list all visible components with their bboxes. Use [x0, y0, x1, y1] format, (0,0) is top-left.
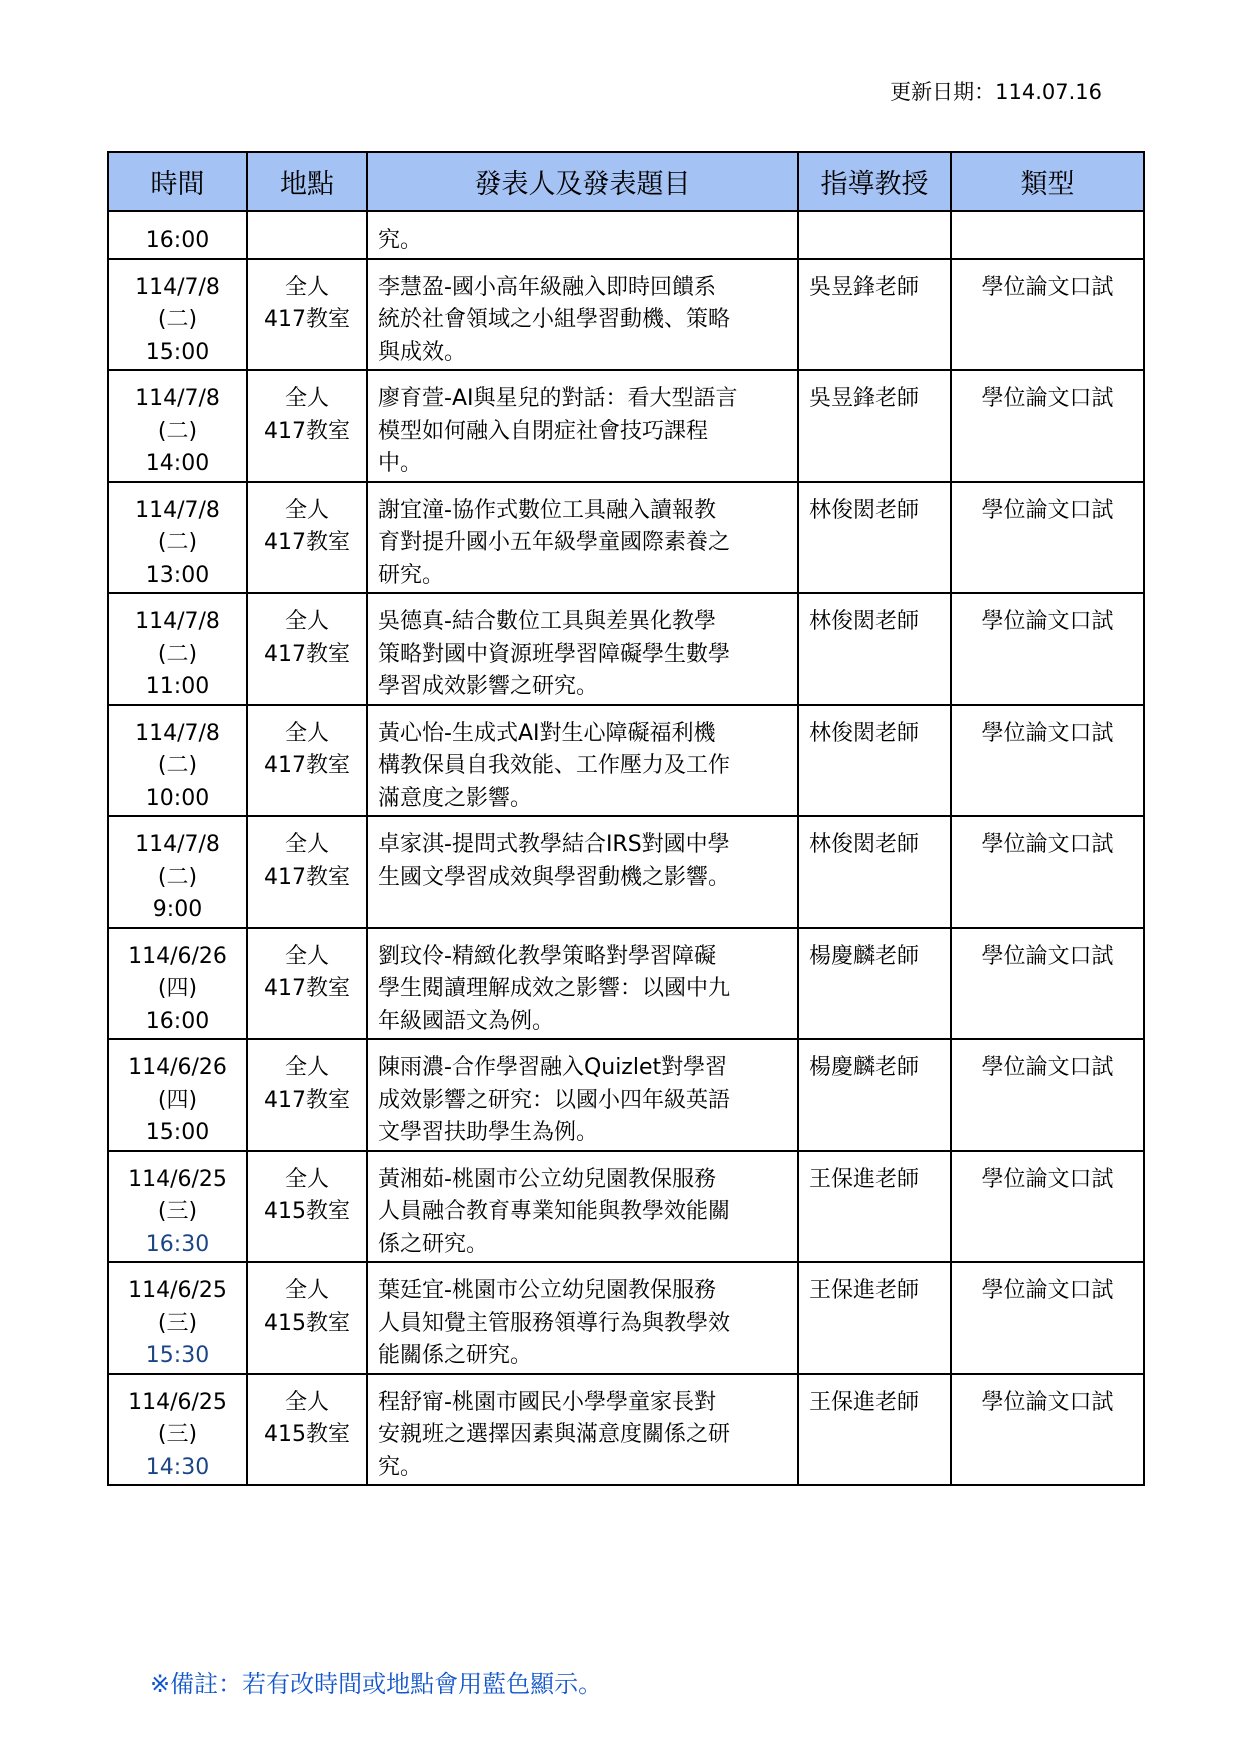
- table-row: [108, 1374, 1144, 1486]
- place-building: 全人: [284, 1166, 329, 1192]
- time-text: 13:00: [145, 562, 210, 588]
- cell-type: 學位論文口試: [951, 259, 1144, 371]
- date-text: 114/6/25: [128, 1166, 227, 1192]
- title-line: 策略對國中資源班學習障礙學生數學: [378, 641, 731, 667]
- time-text: 14:00: [145, 451, 210, 476]
- header-advisor: 指導教授: [798, 152, 951, 211]
- title-line: 與成效。: [378, 339, 467, 365]
- cell-place: [247, 928, 367, 1040]
- place-building: 全人: [284, 943, 329, 969]
- table-row: [108, 370, 1144, 482]
- table-row: [108, 482, 1144, 594]
- cell-advisor: [798, 211, 951, 259]
- time-text: 9:00: [152, 897, 203, 922]
- cell-type: 學位論文口試: [951, 816, 1144, 928]
- cell-advisor: 林俊閎老師: [798, 593, 951, 705]
- time-text: 14:30: [145, 1454, 210, 1480]
- weekday-text: (二): [157, 753, 198, 778]
- cell-time: [108, 593, 247, 705]
- date-text: 114/6/26: [128, 943, 227, 969]
- title-line: 黃心怡-生成式AI對生心障礙福利機: [378, 720, 716, 746]
- title-line: 卓家淇-提問式教學結合IRS對國中學: [378, 832, 730, 857]
- title-line: 吳德真-結合數位工具與差異化教學: [378, 609, 716, 634]
- cell-title: [367, 370, 798, 482]
- title-line: 劉玟伶-精緻化教學策略對學習障礙: [378, 943, 716, 969]
- place-building: 全人: [284, 609, 329, 634]
- cell-type: 學位論文口試: [951, 1262, 1144, 1374]
- place-room: 417教室: [264, 753, 350, 778]
- title-line: 年級國語文為例。: [378, 1008, 555, 1034]
- cell-time: [108, 816, 247, 928]
- cell-type: 學位論文口試: [951, 370, 1144, 482]
- time-text: 15:00: [145, 1120, 210, 1145]
- place-building: 全人: [284, 386, 329, 411]
- cell-time: [108, 705, 247, 817]
- title-line: 構教保員自我效能、工作壓力及工作: [378, 753, 731, 778]
- cell-place: [247, 1151, 367, 1263]
- cell-advisor: 楊慶麟老師: [798, 1039, 951, 1151]
- title-line: 滿意度之影響。: [378, 785, 533, 811]
- title-line: 能關係之研究。: [378, 1343, 533, 1368]
- cell-title: [367, 1151, 798, 1263]
- cell-place: [247, 1262, 367, 1374]
- table-row: [108, 705, 1144, 817]
- table-row: [108, 928, 1144, 1040]
- cell-time: [108, 259, 247, 371]
- cell-title: [367, 259, 798, 371]
- weekday-text: (三): [157, 1310, 198, 1336]
- place-building: 全人: [284, 274, 329, 300]
- cell-time: [108, 1262, 247, 1374]
- cell-time: [108, 928, 247, 1040]
- weekday-text: (四): [157, 1087, 198, 1113]
- title-line: 謝宜潼-協作式數位工具融入讀報教: [378, 497, 716, 523]
- cell-title: [367, 593, 798, 705]
- title-line: 葉廷宜-桃園市公立幼兒園教保服務: [378, 1278, 716, 1303]
- weekday-text: (二): [157, 530, 198, 555]
- cell-place: [247, 259, 367, 371]
- table-row: [108, 1151, 1144, 1263]
- cell-type: 學位論文口試: [951, 705, 1144, 817]
- cell-advisor: 林俊閎老師: [798, 705, 951, 817]
- cell-place: [247, 1374, 367, 1486]
- title-line: 學習成效影響之研究。: [378, 674, 599, 699]
- header-place: 地點: [247, 152, 367, 211]
- cell-place: [247, 211, 367, 259]
- place-building: 全人: [284, 497, 329, 523]
- weekday-text: (二): [157, 864, 198, 890]
- title-line: 人員融合教育專業知能與教學效能關: [378, 1199, 731, 1224]
- time-text: 10:00: [145, 785, 210, 811]
- cell-advisor: 楊慶麟老師: [798, 928, 951, 1040]
- weekday-text: (二): [157, 307, 198, 332]
- cell-title: [367, 1374, 798, 1486]
- header-presenter-title: 發表人及發表題目: [367, 152, 798, 211]
- weekday-text: (四): [157, 976, 198, 1001]
- title-line: 程舒甯-桃園市國民小學學童家長對: [378, 1389, 716, 1415]
- title-line: 育對提升國小五年級學童國際素養之: [378, 530, 731, 555]
- weekday-text: (三): [157, 1422, 198, 1447]
- time-text: 15:30: [145, 1343, 210, 1368]
- table-row: [108, 816, 1144, 928]
- date-text: 114/6/25: [128, 1278, 227, 1303]
- title-line: 人員知覺主管服務領導行為與教學效: [378, 1310, 731, 1336]
- table-row: [108, 1039, 1144, 1151]
- weekday-text: (三): [157, 1199, 198, 1224]
- place-room: 417教室: [264, 307, 350, 332]
- title-line: 安親班之選擇因素與滿意度關係之研: [378, 1422, 731, 1447]
- place-room: 417教室: [264, 530, 350, 555]
- cell-time: 16:00: [108, 211, 247, 259]
- cell-type: 學位論文口試: [951, 1374, 1144, 1486]
- title-line: 係之研究。: [378, 1231, 489, 1257]
- cell-type: 學位論文口試: [951, 593, 1144, 705]
- title-line: 李慧盈-國小高年級融入即時回饋系: [378, 274, 716, 300]
- place-room: 417教室: [264, 418, 350, 444]
- cell-place: [247, 705, 367, 817]
- cell-title: [367, 1262, 798, 1374]
- cell-time: [108, 370, 247, 482]
- place-building: 全人: [284, 832, 329, 857]
- header-time: 時間: [108, 152, 247, 211]
- footnote: ※備註：若有改時間或地點會用藍色顯示。: [150, 1670, 603, 1698]
- cell-time: [108, 1374, 247, 1486]
- place-room: 415教室: [264, 1199, 350, 1224]
- title-line: 生國文學習成效與學習動機之影響。: [378, 864, 731, 890]
- cell-advisor: 林俊閎老師: [798, 816, 951, 928]
- cell-type: 學位論文口試: [951, 1151, 1144, 1263]
- table-row: [108, 259, 1144, 371]
- date-text: 114/6/25: [128, 1389, 227, 1415]
- title-line: 模型如何融入自閉症社會技巧課程: [378, 418, 709, 444]
- time-text: 16:00: [145, 1008, 210, 1034]
- time-text: 16:30: [145, 1231, 210, 1257]
- cell-advisor: 王保進老師: [798, 1151, 951, 1263]
- header-type: 類型: [951, 152, 1144, 211]
- cell-advisor: 吳昱鋒老師: [798, 370, 951, 482]
- date-text: 114/7/8: [135, 274, 220, 300]
- place-building: 全人: [284, 1389, 329, 1415]
- weekday-text: (二): [157, 418, 198, 444]
- title-line: 研究。: [378, 562, 445, 588]
- table-row: [108, 593, 1144, 705]
- place-room: 415教室: [264, 1422, 350, 1447]
- cell-type: 學位論文口試: [951, 1039, 1144, 1151]
- place-building: 全人: [284, 1278, 329, 1303]
- place-building: 全人: [284, 1055, 329, 1080]
- date-text: 114/6/26: [128, 1055, 227, 1080]
- cell-title: [367, 1039, 798, 1151]
- cell-time: [108, 482, 247, 594]
- date-text: 114/7/8: [135, 609, 220, 634]
- place-room: 417教室: [264, 976, 350, 1001]
- cell-title: 究。: [367, 211, 798, 259]
- cell-place: [247, 1039, 367, 1151]
- title-line: 廖育萱-AI與星兒的對話：看大型語言: [378, 386, 738, 411]
- cell-advisor: 林俊閎老師: [798, 482, 951, 594]
- date-text: 114/7/8: [135, 832, 220, 857]
- date-text: 114/7/8: [135, 497, 220, 523]
- cell-time: [108, 1151, 247, 1263]
- title-line: 統於社會領域之小組學習動機、策略: [378, 307, 731, 332]
- schedule-table: [107, 151, 1145, 1486]
- cell-advisor: 吳昱鋒老師: [798, 259, 951, 371]
- date-text: 114/7/8: [135, 720, 220, 746]
- cell-title: [367, 482, 798, 594]
- place-room: 417教室: [264, 864, 350, 890]
- cell-place: [247, 482, 367, 594]
- title-line: 學生閱讀理解成效之影響：以國中九: [378, 976, 731, 1001]
- date-text: 114/7/8: [135, 386, 220, 411]
- place-room: 417教室: [264, 1087, 350, 1113]
- title-line: 成效影響之研究：以國小四年級英語: [378, 1087, 731, 1113]
- header-row: [108, 152, 1144, 211]
- place-room: 417教室: [264, 641, 350, 667]
- title-line: 文學習扶助學生為例。: [378, 1120, 599, 1145]
- table-row: [108, 1262, 1144, 1374]
- place-building: 全人: [284, 720, 329, 746]
- cell-type: 學位論文口試: [951, 482, 1144, 594]
- cell-advisor: 王保進老師: [798, 1374, 951, 1486]
- cell-advisor: 王保進老師: [798, 1262, 951, 1374]
- time-text: 11:00: [145, 674, 210, 699]
- cell-title: [367, 816, 798, 928]
- cell-place: [247, 370, 367, 482]
- cell-title: [367, 705, 798, 817]
- cell-type: 學位論文口試: [951, 928, 1144, 1040]
- table-row-continued: [108, 211, 1144, 259]
- place-room: 415教室: [264, 1310, 350, 1336]
- updated-date: 更新日期：114.07.16: [890, 80, 1102, 104]
- weekday-text: (二): [157, 641, 198, 667]
- cell-title: [367, 928, 798, 1040]
- title-line: 陳雨濃-合作學習融入Quizlet對學習: [378, 1055, 728, 1080]
- title-line: 黃湘茹-桃園市公立幼兒園教保服務: [378, 1166, 716, 1192]
- cell-place: [247, 816, 367, 928]
- time-text: 15:00: [145, 339, 210, 365]
- cell-place: [247, 593, 367, 705]
- title-line: 究。: [378, 1454, 423, 1480]
- cell-time: [108, 1039, 247, 1151]
- title-line: 中。: [378, 451, 423, 476]
- cell-type: [951, 211, 1144, 259]
